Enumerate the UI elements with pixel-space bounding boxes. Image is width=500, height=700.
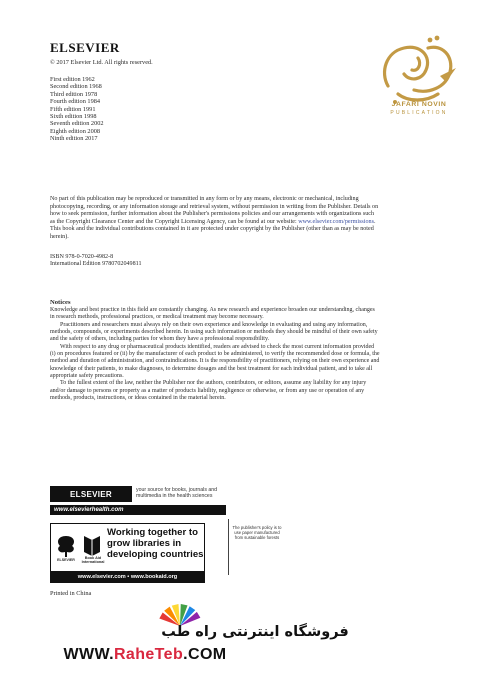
notice-paragraph: With respect to any drug or pharmaceutical products identified, readers are advised to check the most current information provided (i) on procedures featured or (ii) by the manufacturer of each product to be administered, to verify the recommended dose or formula, the method and duration of administration, and contraindications. It is the responsibility of practitioners, relying on their own experience and knowledge of their patients, to make diagnoses, to determine dosages and the best treatment for each individual patient, and to take all appropriate safety precautions.: [50, 343, 380, 380]
permissions-end: .: [373, 218, 376, 225]
isbn: ISBN 978-0-7020-4982-8: [50, 254, 114, 260]
permissions-paragraph: [50, 196, 380, 226]
notices-heading: Notices: [50, 299, 71, 306]
edition-line: Eighth edition 2008: [50, 127, 101, 135]
permissions-text: No part of this publication may be reproduced or transmitted in any form or by any means, electronic or mechanical, including photocopying, recording, or any information storage and retrieval system, without permission in writing from the Publisher. Details on how to seek permission, further information about the Publisher's permissions policies and our arrangements with organizations such as the Copyright Clearance Center and the Copyright Licensing Agency, can be found at our website:: [50, 196, 379, 225]
notices-body: [50, 307, 380, 402]
permissions-link[interactable]: www.elsevier.com/permissions: [298, 218, 374, 225]
edition-line: Sixth edition 1998: [50, 113, 97, 121]
book-aid-urls[interactable]: www.elsevier.com • www.bookaid.org: [50, 571, 205, 583]
edition-line: Ninth edition 2017: [50, 135, 98, 143]
jafari-novin-name: JAFARI NOVIN: [391, 101, 447, 108]
edition-history: [50, 76, 104, 143]
paper-note-divider: [228, 519, 229, 559]
book-aid-slogan: Working together to grow libraries in developing countries: [107, 527, 204, 560]
raheteb-persian-name: فروشگاه اینترنتی راه طب: [161, 624, 349, 640]
edition-line: Second edition 1968: [50, 83, 102, 91]
raheteb-url-main: RaheTeb: [113, 646, 184, 663]
edition-line: Third edition 1978: [50, 90, 98, 98]
protection-paragraph: This book and the individual contributions contained in it are protected under copyright by the Publisher (other than as may be noted herein).: [50, 226, 374, 240]
elsevier-health-tagline: your source for books, journals and multimedia in the health sciences: [136, 487, 218, 500]
raheteb-url-suffix: .COM: [183, 646, 227, 663]
isbn-block: [50, 254, 142, 269]
edition-line: Fifth edition 1991: [50, 105, 96, 113]
book-aid-icon: [81, 532, 103, 558]
notice-paragraph: Knowledge and best practice in this field are constantly changing. As new research and experience broaden our understanding, changes in research methods, professional practices, or medical treatment may become necessary.: [50, 307, 375, 321]
printed-in: Printed in China: [50, 590, 92, 597]
international-edition: International Edition 9780702049811: [50, 261, 142, 268]
elsevier-health-logo: ELSEVIER: [50, 486, 132, 502]
raheteb-url-prefix: WWW.: [63, 646, 114, 663]
notice-paragraph: Practitioners and researchers must always rely on their own experience and knowledge in evaluating and using any information, methods, compounds, or experiments described herein. In using such information or methods they should be mindful of their own safety and the safety of others, including parties for whom they have a professional responsibility.: [50, 321, 378, 343]
notice-paragraph: To the fullest extent of the law, neither the Publisher nor the authors, contributors, or editors, assume any liability for any injury and/or damage to persons or property as a matter of products liability, negligence or otherwise, or from any use or operation of any methods, products, instructions, or ideas contained in the material herein.: [50, 380, 367, 402]
jafari-novin-logo-icon: [368, 32, 468, 122]
raheteb-url[interactable]: [40, 646, 250, 664]
jafari-novin-sub: PUBLICATION: [390, 110, 448, 116]
paper-note-divider: [228, 559, 229, 575]
elsevier-tree-icon: [54, 532, 78, 558]
book-aid-caption: Book Aid International: [81, 556, 105, 565]
edition-line: First edition 1962: [50, 76, 95, 83]
edition-line: Fourth edition 1984: [50, 98, 101, 106]
paper-policy-note: The publisher's policy is to use paper manufactured from sustainable forests: [232, 525, 282, 540]
edition-line: Seventh edition 2002: [50, 120, 104, 128]
elsevier-health-url[interactable]: www.elsevierhealth.com: [50, 505, 226, 515]
elsevier-caption: ELSEVIER: [57, 558, 75, 562]
publisher-logo: ELSEVIER: [50, 40, 120, 55]
copyright-line: © 2017 Elsevier Ltd. All rights reserved.: [50, 59, 153, 66]
